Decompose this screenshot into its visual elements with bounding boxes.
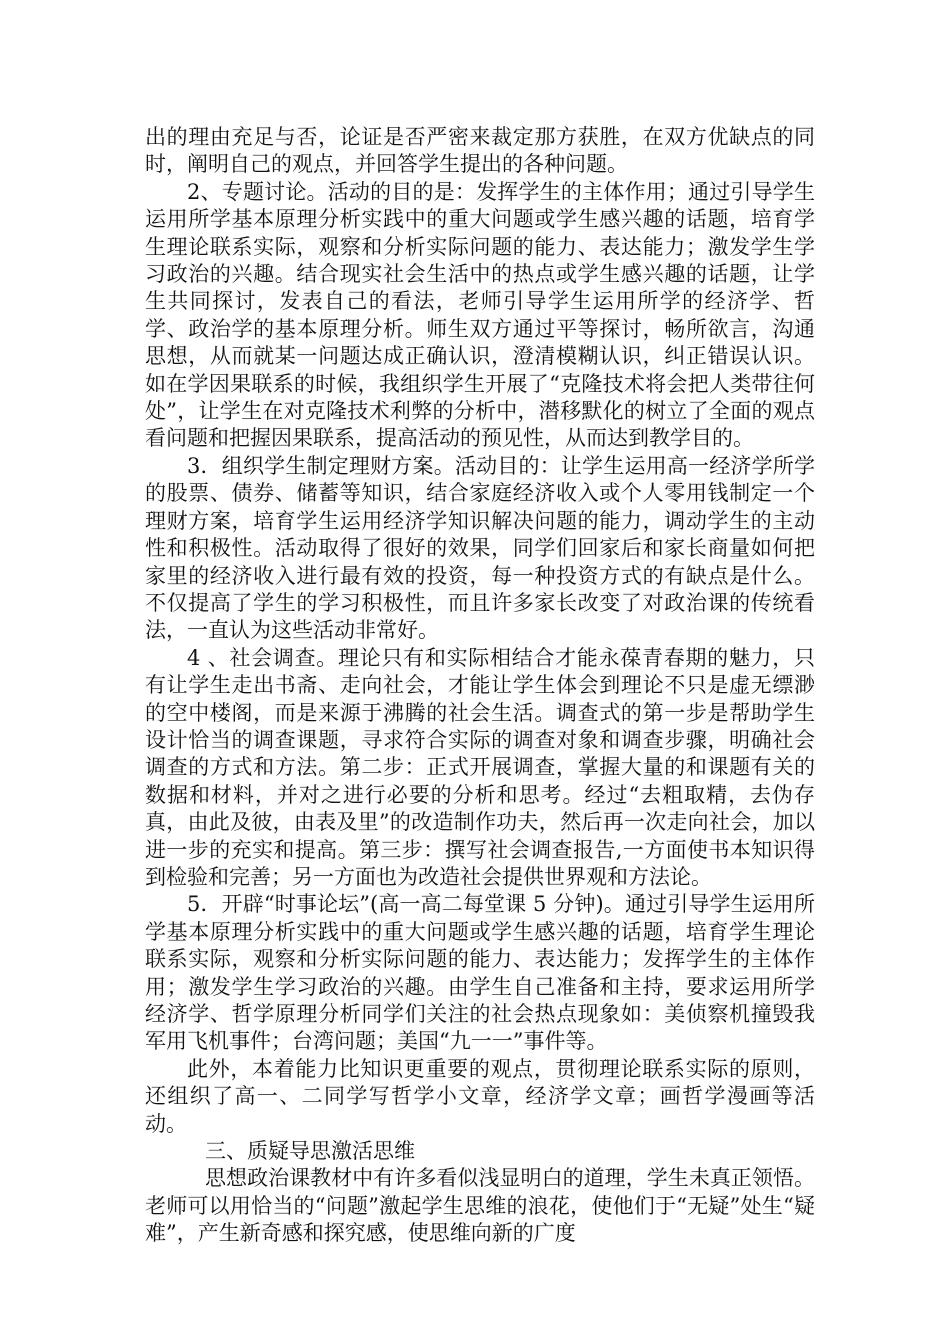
document-body	[145, 124, 815, 1248]
paragraph-current-affairs-forum: 5．开辟“时事论坛”(高一高二每堂课 5 分钟)。通过引导学生运用所学基本原理分析实践中的重大问题或学生感兴趣的话题，培育学生理论联系实际，观察和分析实际问题的能力、表达能力；发挥学生的主体作用；激发学生学习政治的兴趣。由学生自己准备和主持，要求运用所学经济学、哲学原理分析同学们关注的社会热点现象如：美侦察机撞毁我军用飞机事件；台湾问题；美国“九一一”事件等。	[145, 892, 815, 1054]
paragraph-social-survey: 4 、社会调查。理论只有和实际相结合才能永葆青春期的魅力，只有让学生走出书斋、走向社会，才能让学生体会到理论不只是虚无缥渺的空中楼阁，而是来源于沸腾的社会生活。调查式的第一步是帮助学生设计恰当的调查课题，寻求符合实际的调查对象和调查步骤，明确社会调查的方式和方法。第二步：正式开展调查，掌握大量的和课题有关的数据和材料，并对之进行必要的分析和思考。经过“去粗取精，去伪存真，由此及彼，由表及里”的改造制作功夫，然后再一次走向社会，加以进一步的充实和提高。第三步：撰写社会调查报告,一方面使书本知识得到检验和完善；另一方面也为改造社会提供世界观和方法论。	[145, 645, 815, 889]
paragraph-financial-plan: 3．组织学生制定理财方案。活动目的：让学生运用高一经济学所学的股票、债券、储蓄等知识，结合家庭经济收入或个人零用钱制定一个理财方案，培育学生运用经济学知识解决问题的能力，调动学生的主动性和积极性。活动取得了很好的效果，同学们回家后和家长商量如何把家里的经济收入进行最有效的投资，每一种投资方式的有缺点是什么。不仅提高了学生的学习积极性，而且许多家长改变了对政治课的传统看法，一直认为这些活动非常好。	[145, 453, 815, 643]
section-heading: 三、质疑导思激活思维	[205, 1139, 415, 1164]
paragraph-other-activities: 此外，本着能力比知识更重要的观点，贯彻理论联系实际的原则，还组织了高一、二同学写哲学小文章，经济学文章；画哲学漫画等活动。	[145, 1056, 815, 1136]
paragraph-debate-conclusion: 出的理由充足与否，论证是否严密来裁定那方获胜，在双方优缺点的同时，阐明自己的观点，并回答学生提出的各种问题。	[145, 125, 815, 177]
paragraph-topic-discussion: 2、专题讨论。活动的目的是：发挥学生的主体作用；通过引导学生运用所学基本原理分析实践中的重大问题或学生感兴趣的话题，培育学生理论联系实际，观察和分析实际问题的能力、表达能力；激发学生学习政治的兴趣。结合现实社会生活中的热点或学生感兴趣的话题，让学生共同探讨，发表自己的看法，老师引导学生运用所学的经济学、哲学、政治学的基本原理分析。师生双方通过平等探讨，畅所欲言，沟通思想，从而就某一问题达成正确认识，澄清模糊认识，纠正错误认识。如在学因果联系的时候，我组织学生开展了“克隆技术将会把人类带往何处”，让学生在对克隆技术利弊的分析中，潜移默化的树立了全面的观点看问题和把握因果联系，提高活动的预见性，从而达到教学目的。	[145, 179, 815, 451]
paragraph-questioning: 思想政治课教材中有许多看似浅显明白的道理，学生未真正领悟。老师可以用恰当的“问题”激起学生思维的浪花，使他们于“无疑”处生“疑难”，产生新奇感和探究感，使思维向新的广度	[145, 1166, 815, 1246]
